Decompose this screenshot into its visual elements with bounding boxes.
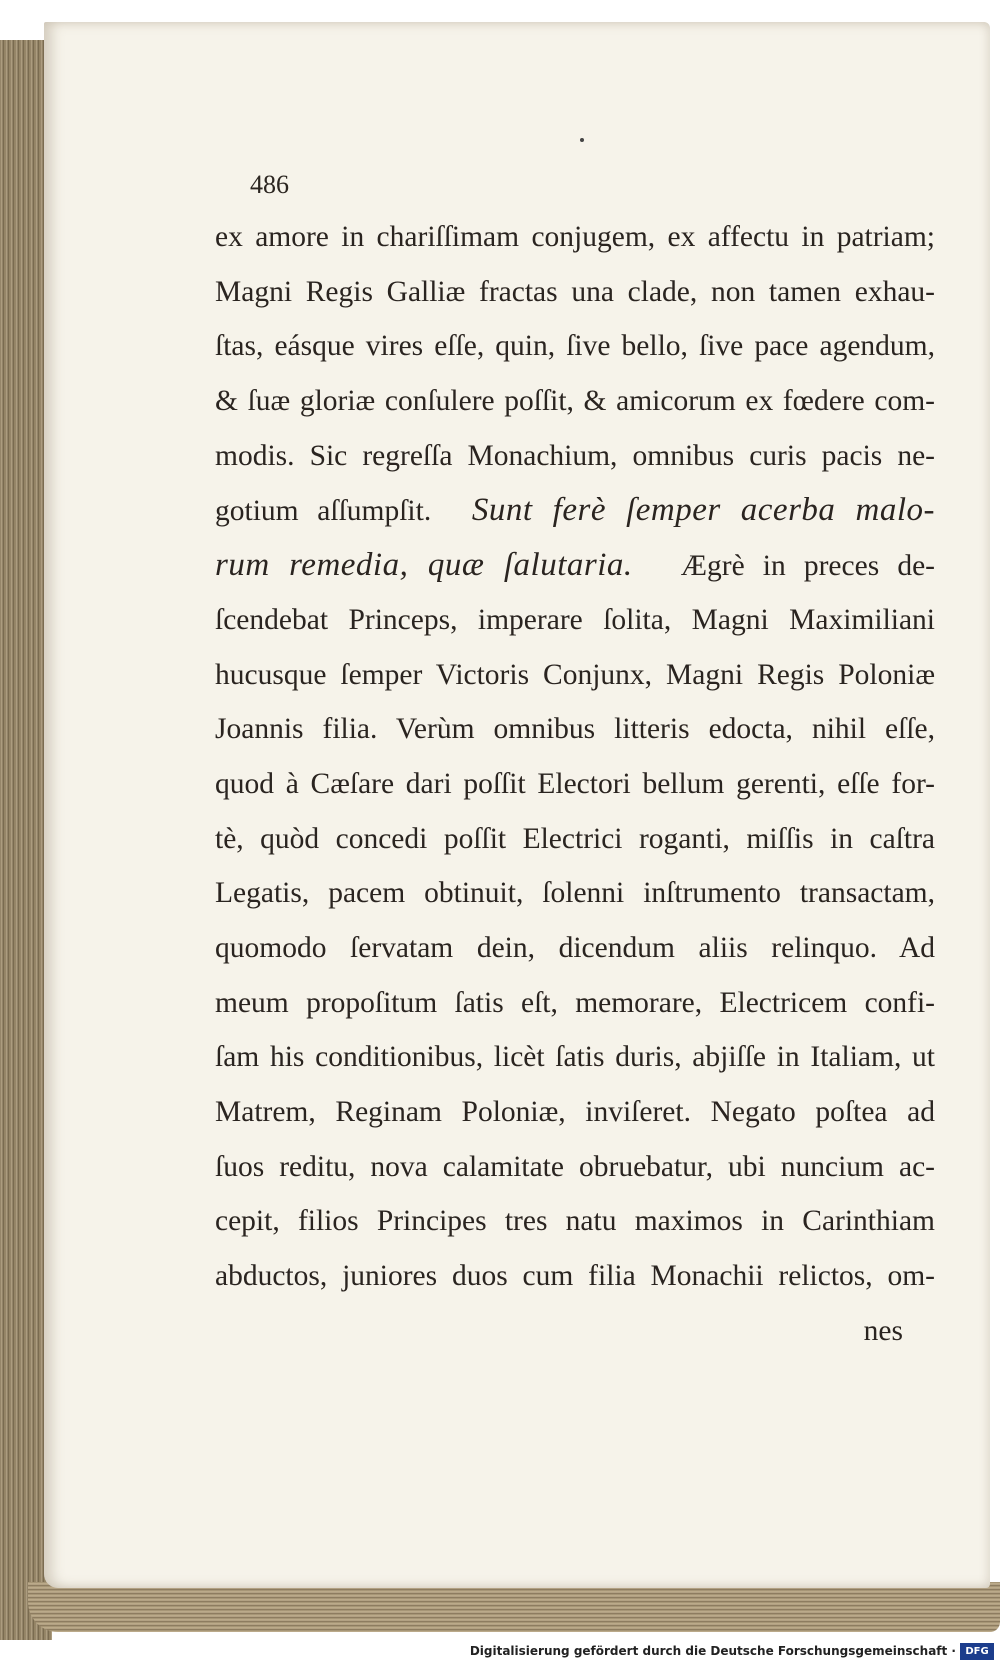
page-number: 486 [250,170,289,199]
text-line: Magni Regis Galliæ fractas una clade, non tamen exhau- [215,275,935,308]
text-line: Joannis filia. Verùm omnibus litteris edocta, nihil eſſe, [215,713,935,746]
text-line-mixed [215,538,935,593]
text-line: ſam his conditionibus, licèt ſatis duris, abjiſſe in Italiam, ut [215,1041,935,1074]
italic-maxim: rum remedia, quæ ſalutaria. [215,547,633,584]
dfg-logo-icon: DFG [960,1643,994,1660]
footer-bar [0,1640,1000,1667]
italic-maxim: Sunt ferè ſemper acerba malo- [471,492,936,529]
text-line: quod à Cæſare dari poſſit Electori bellum gerenti, eſſe for- [215,767,935,800]
book-bottom-edge [28,1582,1000,1632]
text-line: cepit, filios Principes tres natu maximos in Carinthiam [215,1205,935,1238]
text-line: ſcendebat Princeps, imperare ſolita, Magni Maximiliani [215,603,935,636]
text-fragment: gotium aſſumpſit. [215,495,432,528]
text-line: Matrem, Reginam Poloniæ, inviſeret. Negato poſtea ad [215,1096,935,1128]
text-line: tè, quòd concedi poſſit Electrici roganti, miſſis in caſtra [215,822,935,855]
show-through-bleed [240,1125,860,1305]
text-line: meum propoſitum ſatis eſt, memorare, Electricem confi- [215,986,935,1019]
text-line: abductos, juniores duos cum filia Monachii relictos, om- [215,1260,935,1293]
ink-dot [580,138,584,142]
text-line: modis. Sic regreſſa Monachium, omnibus curis pacis ne- [215,439,935,472]
catchword: nes [863,1314,903,1347]
text-fragment: Ægrè in preces de- [680,550,935,583]
text-line: ſuos reditu, nova calamitate obruebatur, ubi nuncium ac- [215,1150,935,1183]
footer-credit: Digitalisierung gefördert durch die Deutsche Forschungsgemeinschaft · [469,1644,956,1658]
text-line: hucusque ſemper Victoris Conjunx, Magni Regis Poloniæ [215,658,935,691]
text-line: ex amore in chariſſimam conjugem, ex affectu in patriam; [215,221,935,253]
text-line: & ſuæ gloriæ conſulere poſſit, & amicorum ex fœdere com- [215,385,935,418]
text-line: Legatis, pacem obtinuit, ſolenni inſtrumento transactam, [215,877,935,910]
text-line: quomodo ſervatam dein, dicendum aliis relinquo. Ad [215,931,935,964]
text-line: ſtas, eásque vires eſſe, quin, ſive bello, ſive pace agendum, [215,330,935,363]
text-line-mixed [215,483,935,538]
